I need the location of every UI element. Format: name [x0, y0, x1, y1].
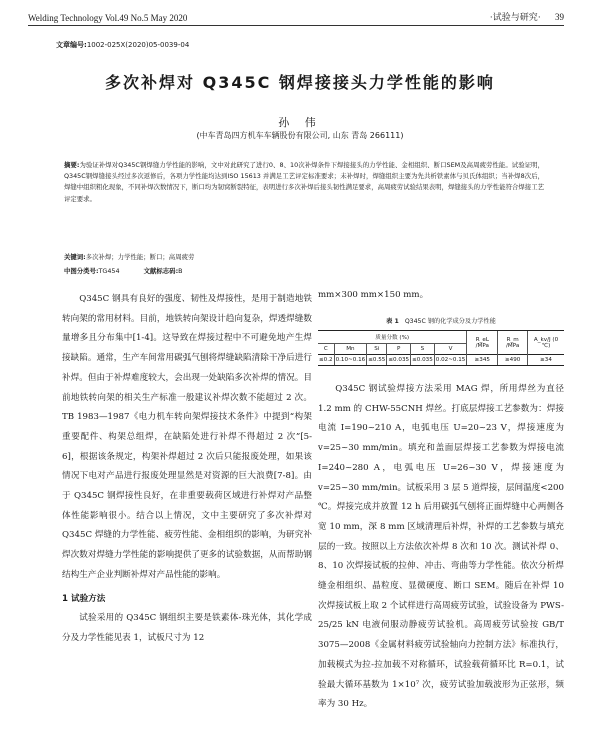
- col-header-rm: R_m /MPa: [498, 331, 528, 355]
- journal-name: Welding Technology: [28, 13, 103, 23]
- section-name: ·试验与研究·: [489, 12, 541, 22]
- journal-volume: Vol.49: [104, 13, 129, 23]
- col-header-v: V: [434, 344, 467, 355]
- cell-rel: ≥345: [467, 355, 498, 366]
- table-row: [318, 355, 564, 366]
- article-id: [56, 40, 189, 50]
- paper-title: 多次补焊对 Q345C 钢焊接接头力学性能的影响: [105, 73, 495, 92]
- col-header-mn: Mn: [334, 344, 367, 355]
- body-right-top: [318, 286, 564, 306]
- journal-date: May 2020: [150, 13, 188, 23]
- method-paragraph: 试验采用的 Q345C 钢组织主要是铁素体-珠光体，其化学成分及力学性能见表 1，试板尺寸为 12: [62, 613, 312, 643]
- keywords: [64, 252, 194, 261]
- article-id-value: 1002-025X(2020)05-0039-04: [86, 41, 190, 49]
- cell-si: ≤0.55: [367, 355, 387, 366]
- body-right-column: [318, 380, 564, 715]
- article-id-label: 文章编号:: [56, 41, 87, 49]
- col-header-s: S: [411, 344, 435, 355]
- doc-value: B: [178, 267, 183, 275]
- abstract-text: 为验证补焊对Q345C钢焊缝力学性能的影响，文中对此研究了进行0、8、10次补焊条件下焊接接头的力学性能、金相组织、断口SEM及高周疲劳性能。试验证明，Q345C钢焊缝接头经过多次返修后，各项力学性能均达到ISO 15613 并满足工艺评定标准要求；未补焊时，焊缝组织主要为先共析铁素体与贝氏体组织；当补焊8次后，焊缝中组织粗化现象，不同补焊次数情况下，断口均为韧窝断裂特征，表明进行多次补焊后接头韧性满足要求，高周疲劳试验结果表明，焊缝接头的力学性能符合焊接工艺评定要求。: [64, 161, 544, 203]
- journal-info: [28, 13, 187, 23]
- table-title: Q345C 钢的化学成分及力学性能: [404, 318, 496, 325]
- abstract: [64, 160, 544, 205]
- clc-label: 中图分类号:: [64, 267, 99, 275]
- clc-code: [64, 267, 120, 275]
- section-heading: 1 试验方法: [62, 593, 106, 604]
- cell-akv: ≥34: [528, 355, 564, 366]
- cell-p: ≤0.035: [387, 355, 411, 366]
- col-header-c: C: [318, 344, 334, 355]
- properties-table: [318, 330, 564, 366]
- clc-value: TG454: [98, 267, 120, 275]
- abstract-label: 摘要:: [64, 161, 80, 169]
- author: 孙 伟: [278, 116, 322, 129]
- welding-paragraph: Q345C 钢试验焊接方法采用 MAG 焊，所用焊丝为直径 1.2 mm 的 CHW-55CNH 焊丝。打底层焊接工艺参数为：焊接电流 I=190~210 A，电弧电压 U=20~23 V，焊接速度为 v=25~30 mm/min。填充和盖面层焊接工艺参数为焊接电流 I=240~280 A，电弧电压 U=26~30 V，焊接速度为 v=25~30 mm/min。试板采用 3 层 5 道焊接，层间温度<200 ℃。焊接完成并放置 12 h 后用碳弧气刨将正面焊缝中心两侧各宽 10 mm，深 8 mm 区域清理后补焊，补焊的工艺参数与填充层的一致。按照以上方法依次补焊 8 次和 10 次。测试补焊 0、8、10 次焊接试板的拉伸、冲击、弯曲等力学性能。依次分析焊缝金相组织、晶粒度、显微硬度、断口 SEM。随后在补焊 10 次焊接试板上取 2 个试样进行高周疲劳试验，试验设备为 PWS-25/25 kN 电液伺服动静疲劳试验机。高周疲劳试验按 GB/T 3075—2008《金属材料疲劳试验轴向力控制方法》标准执行，加载模式为拉-拉加载不对称循环，试验载荷循环比 R=0.1，试验最大循环基数为 1×10⁷ 次，疲劳试验加载波形为正弦形，频率为 30 Hz。: [318, 384, 564, 710]
- journal-issue: No.5: [130, 13, 149, 23]
- mass-fraction-header: 质量分数 (%): [318, 331, 467, 344]
- cell-c: ≤0.2: [318, 355, 334, 366]
- page-number: 39: [555, 12, 564, 22]
- intro-paragraph: Q345C 钢具有良好的强度、韧性及焊接性，是用于制造地铁转向架的常用材料。目前，地铁转向架设计趋向复杂，焊透焊缝数量增多且分布集中[1-4]。这导致在焊接过程中不可避免地产生焊接缺陷。通常，生产车间常用碳弧气刨将焊缝缺陷清除干净后进行补焊。但由于补焊难度较大，会出现一处缺陷多次补焊的情况。目前地铁转向架的相关生产标准一般建议补焊次数不能超过 2 次。TB 1983—1987《电力机车转向架焊接技术条件》中提到“构架重要配件、构架总组焊，在缺陷处进行补焊不得超过 2 次”[5-6]，根据该条规定，构架补焊超过 2 次后只能报废处理，如果该情况下电对产品进行报废处理显然是对资源的巨大浪费[7-8]。由于 Q345C 钢焊接性良好，在非重要载荷区域进行补焊对产品整体性能影响很小。结合以上情况，文中主要研究了多次补焊对 Q345C 焊缝的力学性能、疲劳性能、金相组织的影响，为研究补焊次数对焊缝力学性能的影响提供了更多的试验数据，从而帮助钢结构生产企业判断补焊对产品性能的影响。: [62, 294, 312, 580]
- keywords-text: 多次补焊；力学性能；断口；高周疲劳: [85, 253, 195, 261]
- col-header-rel: R_eL /MPa: [467, 331, 498, 355]
- running-header: [28, 8, 564, 26]
- affiliation: (中车青岛四方机车车辆股份有限公司, 山东 青岛 266111): [196, 131, 404, 140]
- keywords-label: 关键词:: [64, 253, 86, 261]
- cell-mn: 0.10~0.16: [334, 355, 367, 366]
- col-header-akv: A_kv/J (0 ℃): [528, 331, 564, 355]
- section-info: [478, 10, 564, 23]
- cell-v: 0.02~0.15: [434, 355, 467, 366]
- classification: [64, 266, 205, 275]
- body-left-column: [62, 290, 312, 649]
- col-header-si: Si: [367, 344, 387, 355]
- cell-rm: ≥490: [498, 355, 528, 366]
- table-caption: [318, 316, 564, 325]
- table-number: 表 1: [386, 318, 399, 325]
- col-header-p: P: [387, 344, 411, 355]
- doc-code: [144, 267, 183, 275]
- continued-text: mm×300 mm×150 mm。: [318, 290, 429, 300]
- cell-s: ≤0.035: [411, 355, 435, 366]
- doc-label: 文献标志码:: [143, 267, 179, 275]
